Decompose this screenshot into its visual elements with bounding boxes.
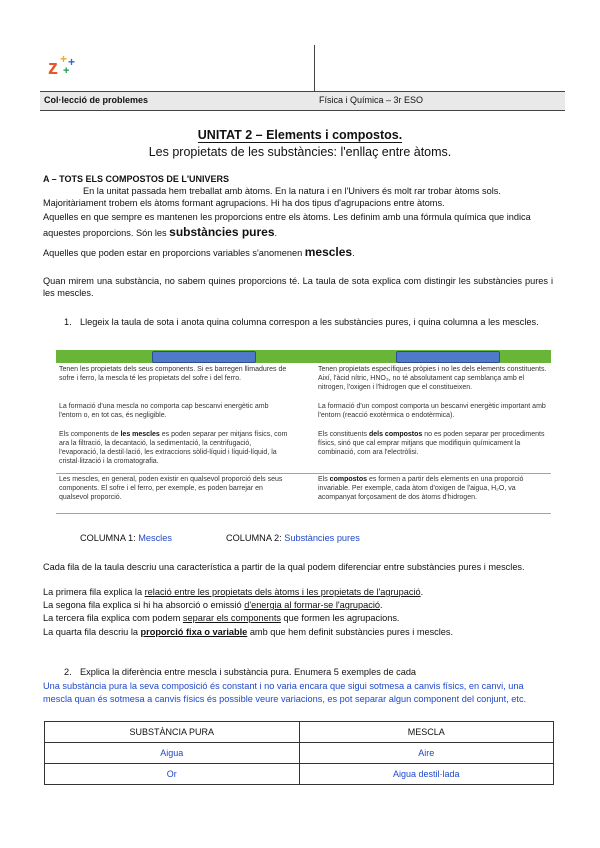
mix-example-cell[interactable]: Aigua destil·lada: [299, 764, 554, 785]
pure-definition: Aquelles en que sempre es mantenen les proporcions entre els àtoms. Les definim amb una fórmula química que indica aquestes proporcions. Són les substàncies pures.: [43, 212, 531, 240]
q1-text: Llegeix la taula de sota i anota quina columna correspon a les substàncies pures, i quina columna a les mescles.: [80, 317, 539, 327]
row2-left-cell: La formació d'una mescla no comporta cap bescanvi energètic amb l'entorn o, en tot cas, és negligible.: [59, 403, 269, 420]
mix-header-cell: MESCLA: [299, 722, 554, 743]
table-bottom-border: [56, 513, 551, 514]
section-heading: A – TOTS ELS COMPOSTOS DE L'UNIVERS: [43, 174, 230, 184]
column2-answer: COLUMNA 2: Substàncies pures: [226, 533, 360, 543]
comparison-table: [56, 350, 551, 524]
svg-text:+: +: [63, 65, 70, 77]
mix-term: mescles: [304, 245, 353, 259]
explanation-row2: La segona fila explica si hi ha absorció o emissió d'energia al formar-se l'agrupació.: [43, 600, 383, 610]
column2-value: Substàncies pures: [284, 533, 360, 543]
q2-text: Explica la diferència entre mescla i substància pura. Enumera 5 exemples de cada: [80, 667, 417, 677]
collection-label: Col·lecció de problemes: [44, 95, 149, 105]
pure-example-cell[interactable]: Or: [45, 764, 300, 785]
unit-subtitle: Les propietats de les substàncies: l'enllaç entre àtoms.: [148, 145, 452, 159]
column1-placeholder-button[interactable]: [152, 351, 256, 363]
mix-definition: Aquelles que poden estar en proporcions variables s'anomenen mescles.: [43, 245, 355, 259]
unit-title: UNITAT 2 – Elements i compostos.: [197, 128, 403, 142]
row1-right-cell: Tenen propietats específiques pròpies i no les dels elements constituents. Així, l'àcid nítric, HNO₃, no té absolutament cap semblança amb el nitrogen, l'oxigen i l'hidrogen que el constitueixen.: [318, 366, 547, 392]
school-logo-icon: [46, 52, 80, 78]
document-header: [40, 45, 565, 111]
row2-right-cell: La formació d'un compost comporta un bescanvi energètic important amb l'entorn (reacció exotèrmica o endotèrmica).: [318, 403, 546, 420]
row4-left-cell: Les mescles, en general, poden existir en qualsevol proporció dels seus components. El sofre i el ferro, per exemple, es poden barrejar en qualsevol proporció.: [59, 476, 283, 502]
q2-number: 2.: [64, 667, 72, 677]
distinguish-paragraph: Quan mirem una substància, no sabem quines proporcions té. La taula de sota explica com distingir les substàncies pures i les mescles.: [43, 276, 553, 299]
column2-placeholder-button[interactable]: [396, 351, 500, 363]
svg-text:+: +: [68, 55, 76, 69]
svg-text:+: +: [60, 52, 68, 66]
row4-right-cell: Els compostos es formen a partir dels elements en una proporció invariable. Per exemple, cada àtom d'oxigen de l'aigua, H₂O, va acompanyat forçosament de dos àtoms d'hidrogen.: [318, 476, 524, 502]
explanation-row3: La tercera fila explica com podem separar els components que formen les agrupacions.: [43, 613, 400, 623]
explanation-row1: La primera fila explica la relació entre les propietats dels àtoms i les propietats de l'agrupació.: [43, 587, 424, 597]
table-divider: [56, 473, 551, 474]
intro-paragraph: En la unitat passada hem treballat amb àtoms. En la natura i en l'Univers és molt rar trobar àtoms sols. Majoritàriament trobem els àtoms formant agrupacions. Hi ha dos tipus d'agrupacions entre àtoms.: [43, 186, 501, 209]
row1-left-cell: Tenen les propietats dels seus components. Si es barregen llimadures de sofre i ferro, la mescla té les propietats del sofre i del ferro.: [59, 366, 287, 383]
subject-label: Física i Química – 3r ESO: [319, 95, 424, 105]
svg-text:z: z: [48, 57, 58, 78]
pure-header-cell: SUBSTÀNCIA PURA: [45, 722, 300, 743]
examples-table: [44, 721, 554, 785]
explanation-intro: Cada fila de la taula descriu una característica a partir de la qual podem diferenciar entre substàncies pures i mescles.: [43, 562, 525, 572]
mix-example-cell[interactable]: Aire: [299, 743, 554, 764]
row3-right-cell: Els constituents dels compostos no es poden separar per procediments físics, sinó que cal emprar mitjans que modifiquin químicament la combinació, com ara l'electròlisi.: [318, 431, 545, 457]
pure-term: substàncies pures: [169, 225, 275, 240]
column1-answer: COLUMNA 1: Mescles: [80, 533, 172, 543]
pure-example-cell[interactable]: Aigua: [45, 743, 300, 764]
q2-answer: Una substància pura la seva composició és constant i no varia encara que sigui sotmesa a canvis físics, en canvi, una mescla quan és sotmesa a canvis físics és possible veure variacions, es pot separar algun component del conjunt, etc.: [43, 681, 527, 704]
row3-left-cell: Els components de les mescles es poden separar per mitjans físics, com ara la filtració, la decantació, la sedimentació, la centrifugació, l'evaporació, la destil·lació, les extraccions sòlid-líquid i líquid-líquid, la cristal·lització i la cromatografia.: [59, 431, 288, 466]
explanation-row4: La quarta fila descriu la proporció fixa o variable amb que hem definit substàncies pures i mescles.: [43, 627, 454, 637]
column1-value: Mescles: [138, 533, 172, 543]
q1-number: 1.: [64, 317, 72, 327]
